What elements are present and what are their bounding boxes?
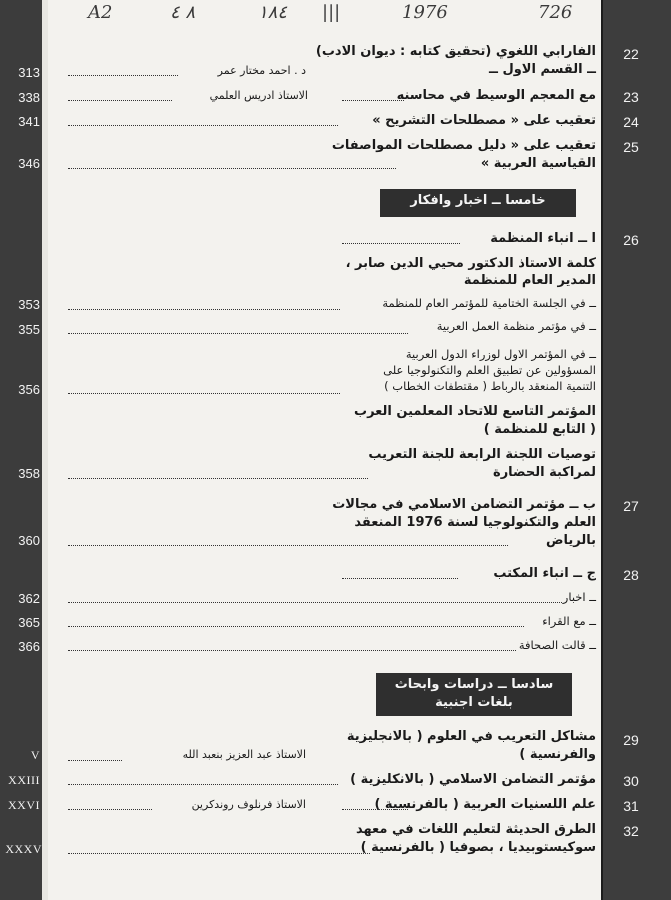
dot-leader	[342, 243, 460, 244]
entry-title: لمراكبة الحضارة	[493, 465, 596, 480]
page-number: 355	[18, 322, 40, 337]
dot-leader	[68, 75, 178, 76]
page-number: V	[30, 748, 40, 762]
section-title-line2: بلغات اجنبية	[435, 695, 513, 710]
section-title: سادسا ــ دراسات وابحاث	[394, 677, 554, 692]
handwritten-mark-1: ٨ ٤	[170, 2, 196, 23]
dot-leader	[342, 578, 458, 579]
entry-subtitle: ــ في الجلسة الختامية للمؤتمر العام للمنظمة	[382, 296, 596, 310]
entry-number: 26	[623, 232, 639, 248]
page-number: XXIII	[8, 773, 40, 787]
page-number-column	[0, 0, 48, 900]
dot-leader	[68, 809, 152, 810]
entry-number: 30	[623, 773, 639, 789]
dot-leader	[68, 100, 172, 101]
section-banner-5	[380, 189, 576, 217]
handwritten-mark-3: |||	[322, 2, 341, 23]
dot-leader	[68, 853, 370, 854]
entry-subtitle: ــ في مؤتمر منظمة العمل العربية	[436, 319, 596, 333]
section-banner-6	[376, 673, 572, 716]
dot-leader	[342, 809, 408, 810]
entry-number: 25	[623, 139, 639, 155]
entry-title: مؤتمر التضامن الاسلامي ( بالانكليزية )	[350, 772, 596, 787]
entry-title: بالرياض	[546, 533, 596, 548]
entry-subtitle: ــ مع القراء	[542, 614, 596, 628]
entry-title: الفارابي اللغوي (تحقيق كتابه : ديوان الادب)	[315, 44, 596, 59]
section-title: خامسا ــ اخبار وافكار	[410, 193, 546, 208]
page-number: 362	[18, 591, 40, 606]
entry-title: ــ القسم الاول ــ	[489, 62, 596, 77]
page-number: 365	[18, 615, 40, 630]
entry-title: ب ــ مؤتمر التضامن الاسلامي في مجالات	[332, 497, 596, 512]
dot-leader	[68, 393, 340, 394]
page-number: 360	[18, 533, 40, 548]
entry-subtitle: ــ في المؤتمر الاول لوزراء الدول العربية	[405, 347, 596, 361]
entry-title: مشاكل التعريب في العلوم ( بالانجليزية	[346, 729, 596, 744]
handwritten-mark-a2: A2	[88, 2, 113, 23]
dot-leader	[68, 760, 122, 761]
dot-leader	[68, 168, 396, 169]
entry-title: تعقيب على « دليل مصطلحات المواصفات	[331, 138, 596, 153]
page-number: 353	[18, 297, 40, 312]
page-number: 358	[18, 466, 40, 481]
dot-leader	[68, 545, 508, 546]
entry-title: الطرق الحديثة لتعليم اللغات في معهد	[355, 822, 596, 837]
entry-title: ج ــ انباء المكتب	[493, 566, 596, 581]
entry-title: المدير العام للمنظمة	[463, 273, 596, 288]
dot-leader	[68, 333, 408, 334]
entry-number: 29	[623, 732, 639, 748]
entry-title: والفرنسية )	[519, 747, 596, 762]
entry-title: العلم والتكنولوجيا لسنة 1976 المنعقد	[354, 515, 596, 530]
entry-number: 28	[623, 567, 639, 583]
entry-subtitle: التنمية المنعقد بالرباط ( مقتطفات الخطاب )	[384, 379, 596, 393]
page-number: 313	[18, 65, 40, 80]
page-number: 346	[18, 156, 40, 171]
page-number: 338	[18, 90, 40, 105]
page-number: XXVI	[8, 798, 40, 812]
entry-subtitle: ــ اخبار	[562, 590, 596, 604]
handwritten-mark-2: ١٨٤	[258, 2, 288, 23]
entry-title: توصيات اللجنة الرابعة للجنة التعريب	[368, 447, 596, 462]
entry-title: سوكيستوبيديا ، بصوفيا ( بالفرنسية )	[360, 840, 596, 855]
entry-author: الاستاذ ادريس العلمي	[209, 89, 308, 102]
dot-leader	[68, 309, 340, 310]
dot-leader	[68, 784, 338, 785]
entry-title: كلمة الاستاذ الدكتور محيي الدين صابر ،	[345, 256, 596, 271]
entry-title: المؤتمر التاسع للاتحاد المعلمين العرب	[354, 404, 596, 419]
entry-number: 23	[623, 89, 639, 105]
entry-author: الاستاذ فرنلوف روندكرين	[191, 798, 306, 811]
entry-title: ا ــ انباء المنظمة	[490, 231, 596, 246]
page-number: XXXV	[5, 842, 42, 856]
entry-title: علم اللسنيات العربية ( بالفرنسية )	[374, 797, 596, 812]
entry-author: الاستاذ عبد العزيز بنعبد الله	[182, 748, 306, 761]
entry-number: 31	[623, 798, 639, 814]
entry-subtitle: المسؤولين عن تطبيق العلم والتكنولوجيا على	[383, 363, 596, 377]
dot-leader	[68, 478, 368, 479]
entry-number: 24	[623, 114, 639, 130]
entry-title: تعقيب على « مصطلحات التشريح »	[372, 113, 596, 128]
handwritten-number: 726	[538, 2, 573, 23]
entry-author: د . احمد مختار عمر	[217, 64, 306, 77]
entry-number: 32	[623, 823, 639, 839]
handwritten-year: 1976	[402, 2, 448, 23]
dot-leader	[68, 650, 516, 651]
entry-title: مع المعجم الوسيط في محاسنه	[396, 88, 596, 103]
entry-number: 27	[623, 498, 639, 514]
entry-number: 22	[623, 46, 639, 62]
dot-leader	[68, 602, 562, 603]
entry-title: القياسية العربية »	[480, 156, 596, 171]
page-number: 356	[18, 382, 40, 397]
item-number-column	[603, 0, 671, 900]
dot-leader	[68, 125, 338, 126]
page-number: 366	[18, 639, 40, 654]
dot-leader	[68, 626, 524, 627]
entry-subtitle: ــ قالت الصحافة	[518, 638, 596, 652]
entry-title: ( التابع للمنظمة )	[483, 422, 596, 437]
dot-leader	[342, 100, 404, 101]
page-number: 341	[18, 114, 40, 129]
